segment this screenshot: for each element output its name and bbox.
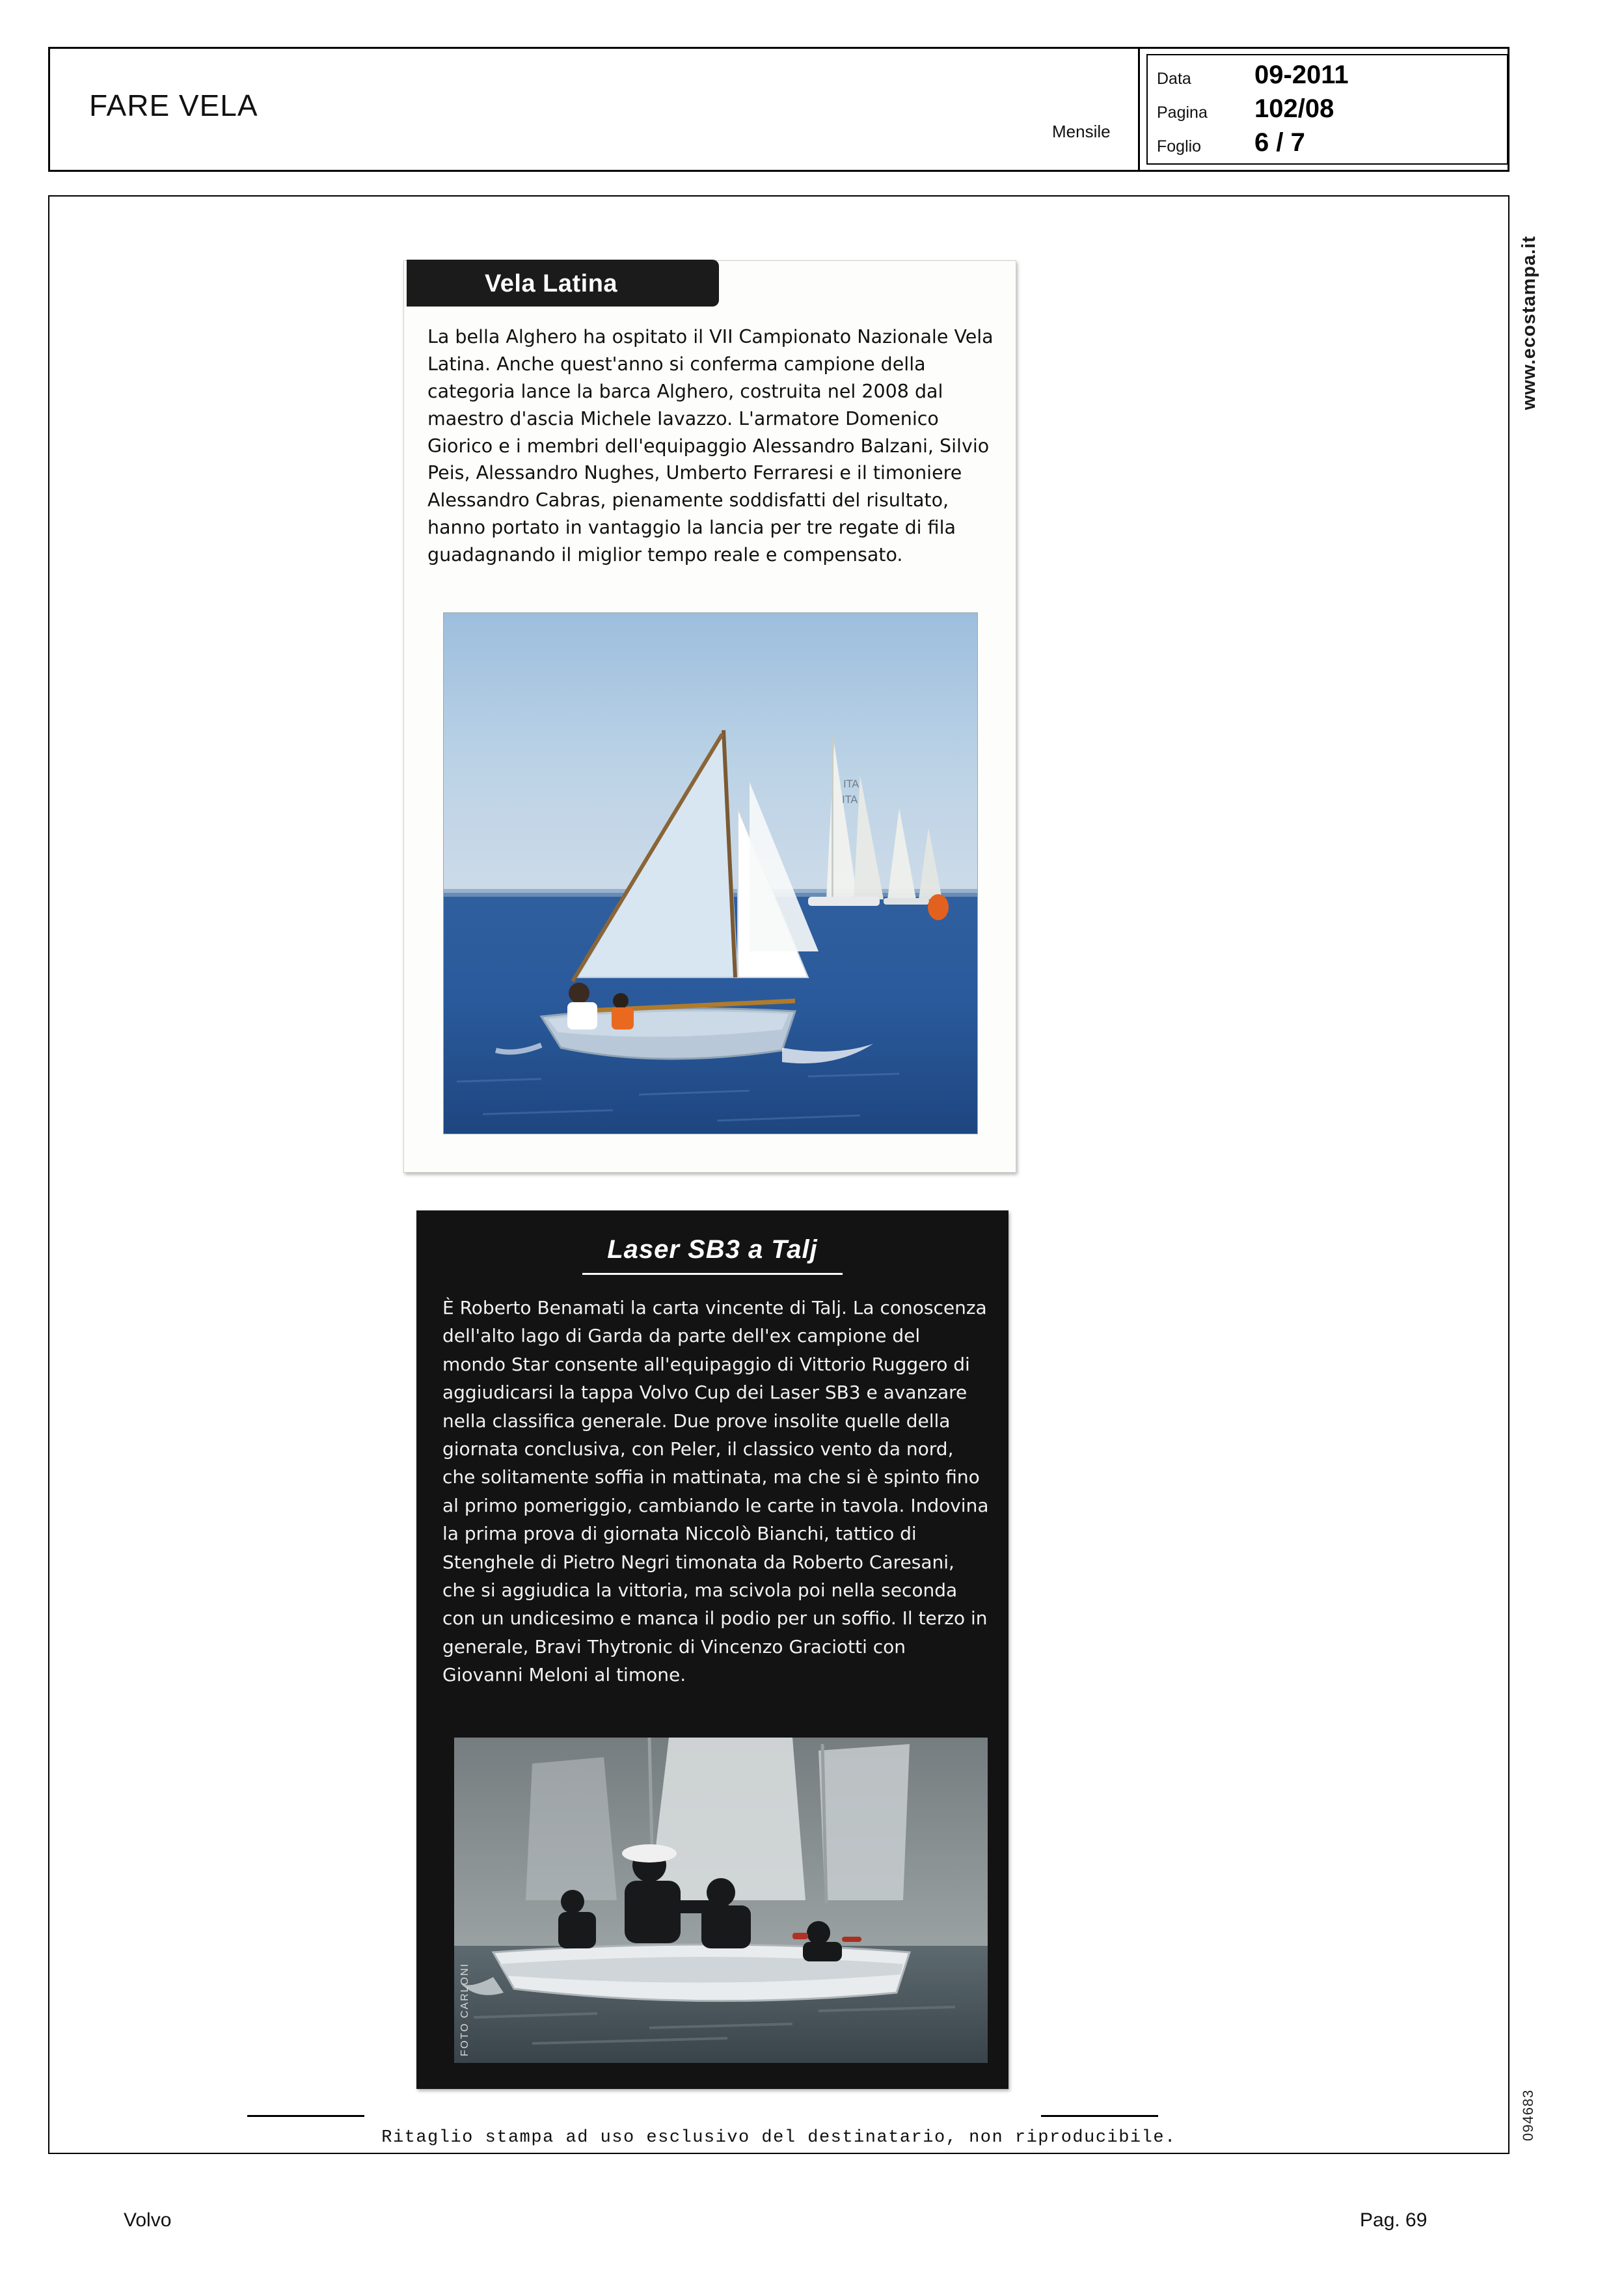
article-vela-latina-body: La bella Alghero ha ospitato il VII Campionato Nazionale Vela Latina. Anche quest'anno si conferma campione della categoria lance la barca Alghero, costruita nel 2008 dal maestro d'ascia Michele Iavazzo. L'armatore Domenico Giorico e i membri dell'equipaggio Alessandro Balzani, Silvio Peis, Alessandro Nughes, Umberto Ferraresi e il timoniere Alessandro Cabras, pienamente soddisfatti del risultato, hanno portato in vantaggio la lancia per tre regate di fila guadagnando il miglior tempo reale e compensato. bbox=[427, 326, 994, 566]
title-underline bbox=[582, 1273, 843, 1275]
svg-text:ITA: ITA bbox=[842, 793, 858, 806]
meta-label-data: Data bbox=[1157, 70, 1191, 88]
article-laser-sb3-title: Laser SB3 a Talj bbox=[607, 1235, 818, 1264]
article-vela-latina-photo bbox=[443, 612, 978, 1134]
ecostampa-url: www.ecostampa.it bbox=[1519, 236, 1539, 410]
article-vela-latina-tab-label: Vela Latina bbox=[485, 270, 618, 297]
footer-client-name: Volvo bbox=[124, 2209, 172, 2231]
footer-page-number: Pag. 69 bbox=[1360, 2209, 1428, 2231]
meta-label-pagina: Pagina bbox=[1157, 103, 1208, 122]
meta-row-foglio bbox=[1157, 127, 1502, 163]
article-laser-sb3-body: È Roberto Benamati la carta vincente di Talj. La conoscenza dell'alto lago di Garda da parte dell'ex campione del mondo Star consente all'equipaggio di Vittorio Ruggero di aggiudicarsi la tappa Volvo Cup dei Laser SB3 e avanzare nella classifica generale. Due prove insolite quelle della giornata conclusiva, con Peler, il classico vento da nord, che solitamente soffia in mattinata, ma che si è spinto fino al primo pomeriggio, cambiando le carte in tavola. Indovina la prima prova di giornata Niccolò Bianchi, tattico di Stenghele di Pietro Negri timonata da Roberto Caresani, che si aggiudica la vittoria, ma scivola poi nella seconda con un undicesimo e manca il podio per un soffio. Il terzo in generale, Bravi Thytronic di Vincenzo Graciotti con Giovanni Meloni al timone. bbox=[442, 1297, 989, 1686]
svg-text:ITA: ITA bbox=[843, 778, 859, 790]
clipping-content bbox=[403, 241, 1028, 2128]
publication-title: FARE VELA bbox=[89, 89, 258, 122]
meta-label-foglio: Foglio bbox=[1157, 137, 1202, 156]
photo-credit: FOTO CARLONI bbox=[459, 1963, 470, 2056]
periodicity-label: Mensile bbox=[1052, 122, 1111, 141]
press-clipping-header bbox=[48, 47, 1509, 172]
article-laser-sb3 bbox=[416, 1210, 1008, 2089]
meta-value-pagina: 102/08 bbox=[1254, 94, 1334, 123]
article-vela-latina-tab bbox=[407, 260, 719, 307]
meta-inner bbox=[1146, 54, 1508, 165]
meta-row-pagina bbox=[1157, 93, 1502, 129]
meta-value-data: 09-2011 bbox=[1254, 61, 1349, 89]
article-vela-latina bbox=[403, 260, 1016, 1173]
meta-value-foglio: 6 / 7 bbox=[1254, 128, 1305, 157]
clipping-code: 094683 bbox=[1520, 2089, 1536, 2141]
article-laser-sb3-photo bbox=[454, 1738, 988, 2063]
footer-disclaimer: Ritaglio stampa ad uso esclusivo del destinatario, non riproducibile. bbox=[381, 2128, 1176, 2148]
meta-row-data bbox=[1157, 59, 1502, 95]
footer-rule-right bbox=[1041, 2115, 1158, 2117]
footer-rule-left bbox=[247, 2115, 364, 2117]
meta-box bbox=[1138, 49, 1511, 170]
